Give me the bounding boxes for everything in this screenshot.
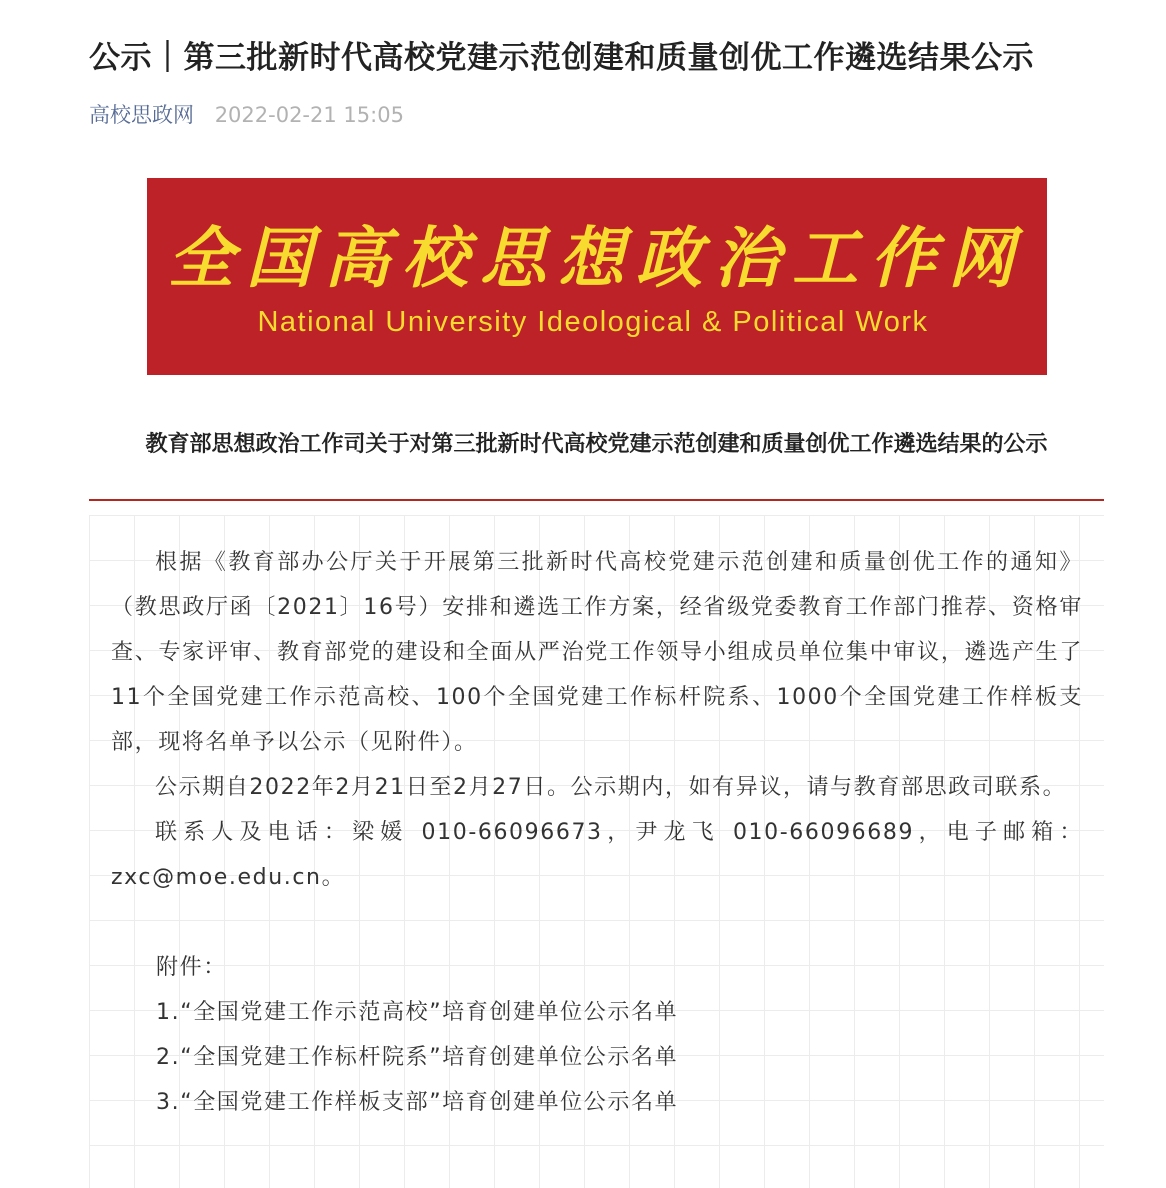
- attachment-item-3: 3.“全国党建工作样板支部”培育创建单位公示名单: [156, 1090, 679, 1115]
- account-name-link[interactable]: 高校思政网: [89, 103, 194, 127]
- article-meta: [89, 100, 404, 130]
- banner-cn-logo-text: 全国高校思想政治工作网: [168, 219, 1026, 297]
- paragraph-period: 公示期自2022年2月21日至2月27日。公示期内，如有异议，请与教育部思政司联系。: [155, 775, 1067, 800]
- notice-heading: 教育部思想政治工作司关于对第三批新时代高校党建示范创建和质量创优工作遴选结果的公示: [145, 432, 1048, 457]
- attachment-label: 附件：: [156, 955, 227, 980]
- paragraph-basis: 根据《教育部办公厅关于开展第三批新时代高校党建示范创建和质量创优工作的通知》（教思政厅函〔2021〕16号）安排和遴选工作方案，经省级党委教育工作部门推荐、资格审查、专家评审、教育部党的建设和全面从严治党工作领导小组成员单位集中审议，遴选产生了11个全国党建工作示范高校、100个全国党建工作标杆院系、1000个全国党建工作样板支部，现将名单予以公示（见附件）。: [111, 550, 1083, 755]
- attachment-item-1: 1.“全国党建工作示范高校”培育创建单位公示名单: [156, 1000, 679, 1025]
- publish-time: 2022-02-21 15:05: [214, 103, 404, 127]
- heading-divider: [89, 499, 1104, 501]
- notice-body: [111, 540, 1083, 1125]
- attachment-item-2: 2.“全国党建工作标杆院系”培育创建单位公示名单: [156, 1045, 679, 1070]
- blank-line: [111, 900, 1083, 945]
- article-title: 公示｜第三批新时代高校党建示范创建和质量创优工作遴选结果公示: [89, 40, 1034, 76]
- site-banner-image: [147, 178, 1047, 375]
- paragraph-contact: 联系人及电话：梁媛 010-66096673，尹龙飞 010-66096689，电子邮箱：zxc@moe.edu.cn。: [111, 820, 1083, 890]
- banner-en-logo-text: National University Ideological & Political Work: [257, 306, 929, 338]
